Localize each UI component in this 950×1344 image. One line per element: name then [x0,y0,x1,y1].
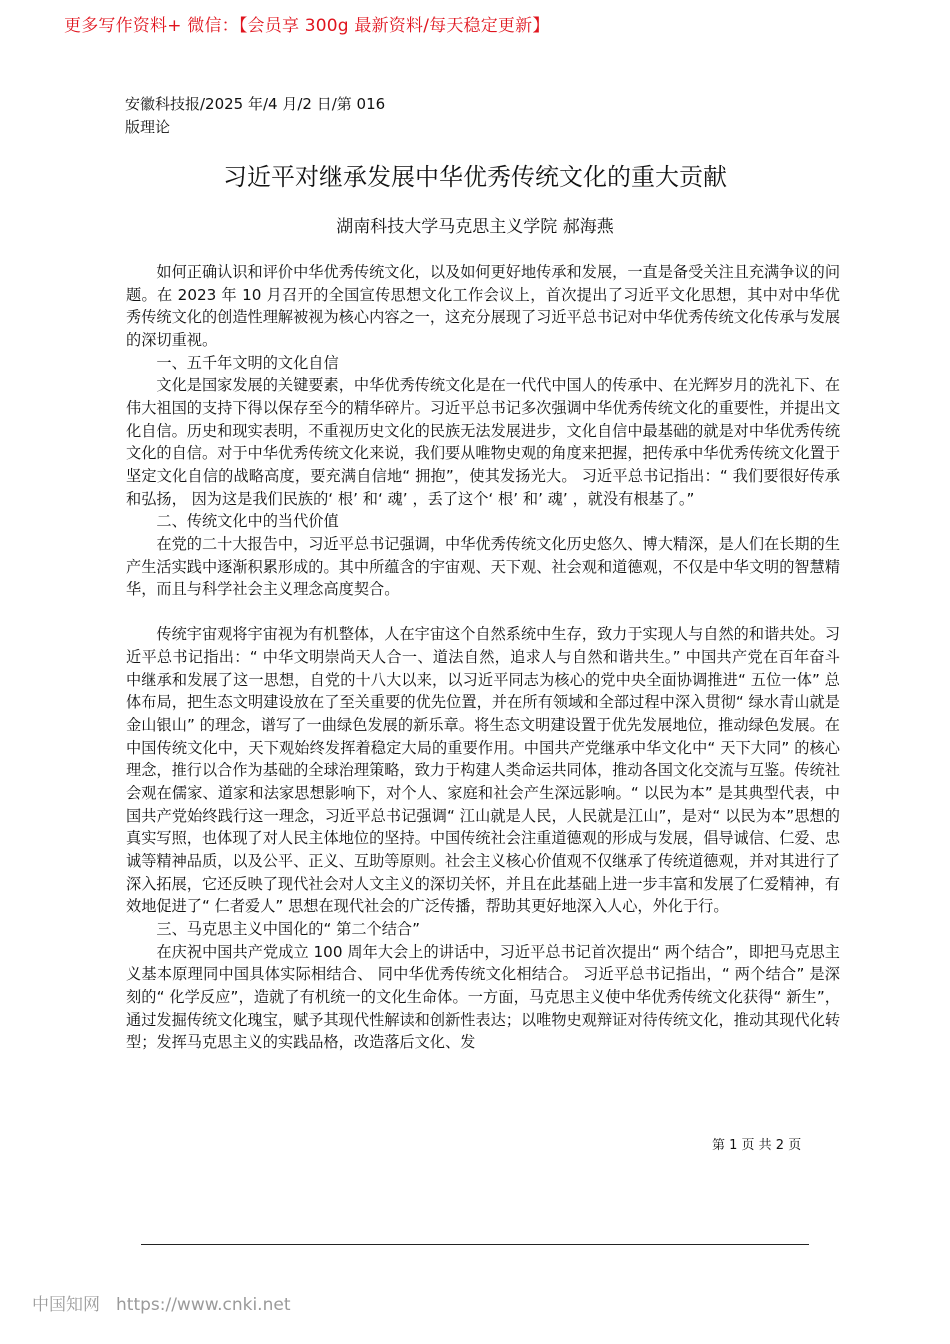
source-citation [125,93,405,139]
section-heading-2: 二、传统文化中的当代价值 [156,512,339,531]
footer-divider [141,1244,809,1245]
source-line-2: 版理论 [125,118,171,136]
paragraph-second-combination: 在庆祝中国共产党成立 100 周年大会上的讲话中，习近平总书记首次提出“ 两个结合”，即把马克思主义基本原理同中国具体实际相结合、 同中华优秀传统文化相结合。 习近平总书记指出，“ 两个结合” 是深刻的“ 化学反应”，造就了有机统一的文化生命体。一方面，马克思主义使中华优秀传统文化获得“ 新生”，通过发掘传统文化瑰宝，赋予其现代性解读和创新性表达；以唯物史观辩证对待传统文化，推动其现代化转型；发挥马克思主义的实践品格，改造落后文化、发 [126,942,840,1052]
paragraph-cosmology: 传统宇宙观将宇宙视为有机整体，人在宇宙这个自然系统中生存，致力于实现人与自然的和谐共处。习近平总书记指出：“ 中华文明崇尚天人合一、道法自然，追求人与自然和谐共生。” 中国共产党在百年奋斗中继承和发展了这一思想，自党的十八大以来，以习近平同志为核心的党中央全面协调推进“ 五位一体” 总体布局，把生态文明建设放在了至关重要的优先位置，并在所有领域和全部过程中深入贯彻“ 绿水青山就是金山银山” 的理念，谱写了一曲绿色发展的新乐章。将生态文明建设置于优先发展地位，推动绿色发展。在中国传统文化中，天下观始终发挥着稳定大局的重要作用。中国共产党继承中华文化中“ 天下大同” 的核心理念，推行以合作为基础的全球治理策略，致力于构建人类命运共同体，推动各国文化交流与互鉴。传统社会观在儒家、道家和法家思想影响下，对个人、家庭和社会产生深远影响。“ 以民为本” 是其典型代表，中国共产党始终践行这一理念，习近平总书记强调“ 江山就是人民，人民就是江山”，是对“ 以民为本”思想的真实写照，也体现了对人民主体地位的坚持。中国传统社会注重道德观的形成与发展，倡导诚信、仁爱、忠诚等精神品质，以及公平、正义、互助等原则。社会主义核心价值观不仅继承了传统道德观，并对其进行了深入拓展，它还反映了现代社会对人文主义的深切关怀，并且在此基础上进一步丰富和发展了仁爱精神，有效地促进了“ 仁者爱人” 思想在现代社会的广泛传播，帮助其更好地深入人心，外化于行。 [126,625,840,916]
article-title: 习近平对继承发展中华优秀传统文化的重大贡献 [223,163,727,191]
article-author: 湖南科技大学马克思主义学院 郝海燕 [336,217,614,237]
paragraph-contemporary-value: 在党的二十大报告中，习近平总书记强调，中华优秀传统文化历史悠久、博大精深，是人们在长期的生产生活实践中逐渐积累形成的。其中所蕴含的宇宙观、天下观、社会观和道德观，不仅是中华文明的智慧精华，而且与科学社会主义理念高度契合。 [126,534,840,599]
paragraph-spacer [126,601,840,624]
promo-banner: 更多写作资料+ 微信：【会员享 300g 最新资料/每天稳定更新】 [64,16,550,36]
paragraph-intro: 如何正确认识和评价中华优秀传统文化，以及如何更好地传承和发展，一直是备受关注且充满争议的问题。在 2023 年 10 月召开的全国宣传思想文化工作会议上，首次提出了习近平文化思想，其中对中华优秀传统文化的创造性理解被视为核心内容之一，这充分展现了习近平总书记对中华优秀传统文化传承与发展的深切重视。 [126,263,840,349]
source-line-1: 安徽科技报/2025 年/4 月/2 日/第 016 [125,95,386,113]
section-heading-1: 一、五千年文明的文化自信 [156,353,339,372]
cnki-watermark [32,1293,290,1317]
article-body [126,261,840,1054]
page-number: 第 1 页 共 2 页 [712,1138,802,1153]
section-heading-3: 三、马克思主义中国化的“ 第二个结合” [156,920,420,939]
paragraph-cultural-confidence: 文化是国家发展的关键要素，中华优秀传统文化是在一代代中国人的传承中、在光辉岁月的洗礼下、在伟大祖国的支持下得以保存至今的精华碎片。习近平总书记多次强调中华优秀传统文化的重要性，并提出文化自信。历史和现实表明，不重视历史文化的民族无法发展进步，文化自信中最基础的就是对中华优秀传统文化的自信。对于中华优秀传统文化来说，我们要从唯物史观的角度来把握，把传承中华优秀传统文化置于坚定文化自信的战略高度，要充满自信地“ 拥抱”，使其发扬光大。 习近平总书记指出：“ 我们要很好传承和弘扬， 因为这是我们民族的‘ 根’ 和‘ 魂’ ，丢了这个‘ 根’ 和’ 魂’ ，就没有根基了。” [126,376,840,508]
watermark-name: 中国知网 [32,1295,100,1315]
watermark-url: https://www.cnki.net [116,1295,291,1315]
